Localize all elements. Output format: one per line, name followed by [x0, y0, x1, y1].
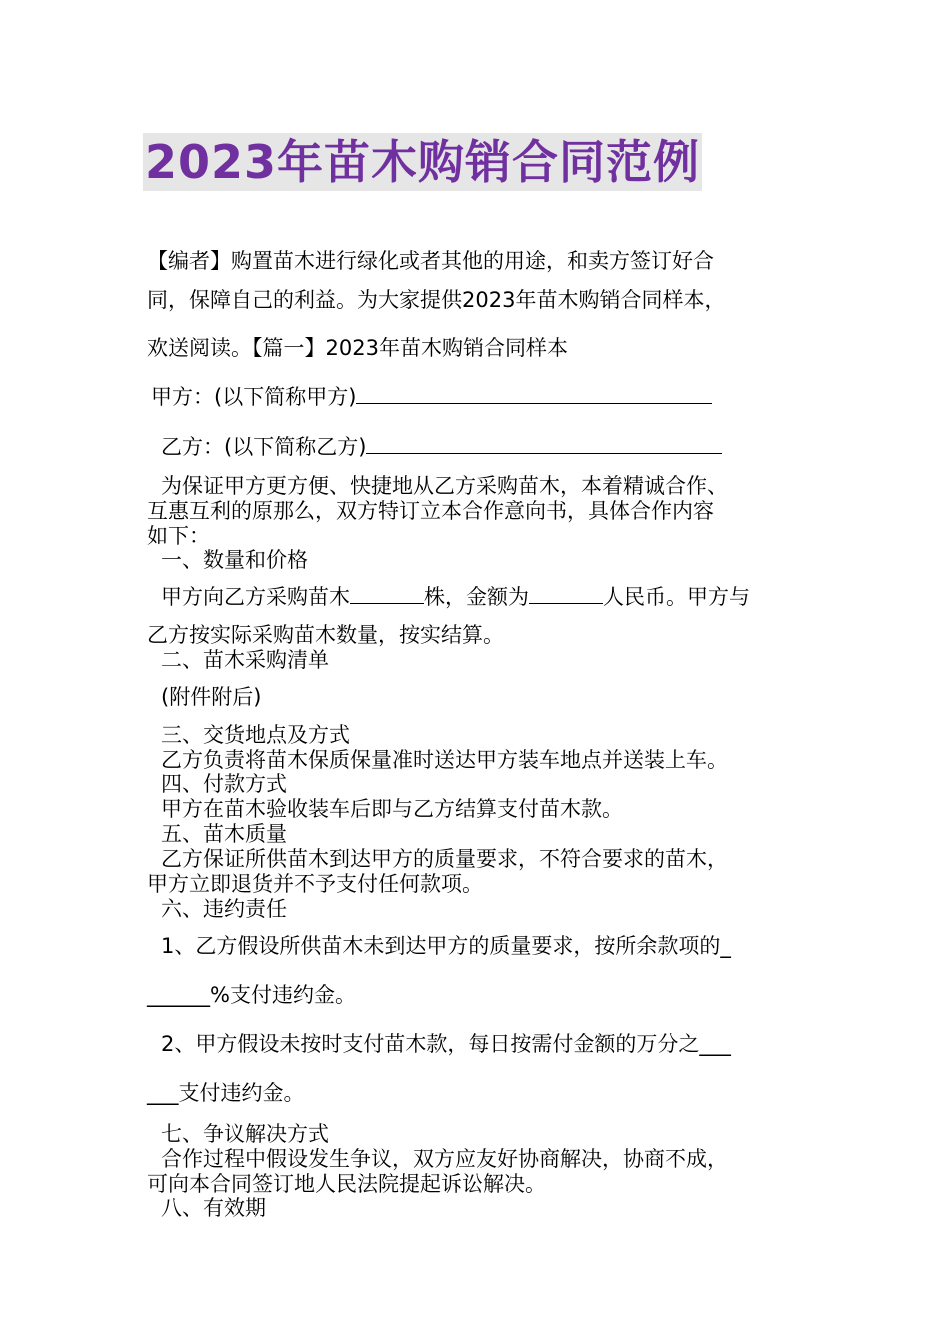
section-1-line-2: 乙方按实际采购苗木数量，按实结算。 — [147, 623, 504, 647]
party-b-line — [161, 434, 722, 460]
section-4-body: 甲方在苗木验收装车后即与乙方结算支付苗木款。 — [161, 797, 623, 821]
party-b-blank — [366, 435, 722, 454]
section-7-line-1: 合作过程中假设发生争议，双方应友好协商解决，协商不成， — [161, 1147, 728, 1171]
section-8-title: 八、有效期 — [161, 1196, 266, 1220]
intro-line-2: 同，保障自己的利益。为大家提供2023年苗木购销合同样本， — [147, 288, 726, 312]
preamble-line-3: 如下： — [147, 524, 210, 548]
section-5-title: 五、苗木质量 — [161, 822, 287, 846]
preamble-line-2: 互惠互利的原那么，双方特订立本合作意向书，具体合作内容 — [147, 499, 714, 523]
document-title: 2023年苗木购销合同范例 — [145, 135, 701, 189]
section-3-body: 乙方负责将苗木保质保量准时送达甲方装车地点并送装上车。 — [161, 748, 728, 772]
party-a-line — [151, 384, 712, 410]
section-1-line-1 — [161, 584, 750, 610]
section-6-item-1-a: 1、乙方假设所供苗木未到达甲方的质量要求，按所余款项的_ — [161, 934, 731, 958]
section-1-title: 一、数量和价格 — [161, 548, 308, 572]
party-a-label: 甲方：(以下简称甲方) — [151, 385, 357, 409]
intro-line-1: 【编者】购置苗木进行绿化或者其他的用途，和卖方签订好合 — [147, 249, 714, 273]
party-a-blank — [356, 385, 712, 404]
intro-line-3: 欢送阅读。【篇一】2023年苗木购销合同样本 — [147, 336, 568, 360]
s1-text-a: 甲方向乙方采购苗木 — [161, 585, 350, 609]
section-4-title: 四、付款方式 — [161, 772, 287, 796]
section-3-title: 三、交货地点及方式 — [161, 723, 350, 747]
section-2-body: (附件附后) — [161, 685, 262, 709]
section-2-title: 二、苗木采购清单 — [161, 648, 329, 672]
section-6-item-1-b: ______%支付违约金。 — [147, 983, 356, 1007]
amount-blank — [529, 585, 603, 604]
quantity-blank — [350, 585, 424, 604]
preamble-line-1: 为保证甲方更方便、快捷地从乙方采购苗木，本着精诚合作、 — [161, 474, 728, 498]
title-highlight — [143, 133, 702, 191]
section-7-title: 七、争议解决方式 — [161, 1122, 329, 1146]
section-5-line-2: 甲方立即退货并不予支付任何款项。 — [147, 872, 483, 896]
section-7-line-2: 可向本合同签订地人民法院提起诉讼解决。 — [147, 1172, 546, 1196]
section-6-item-2-a: 2、甲方假设未按时支付苗木款，每日按需付金额的万分之___ — [161, 1032, 731, 1056]
s1-text-c: 人民币。甲方与 — [603, 585, 750, 609]
s1-text-b: 株，金额为 — [424, 585, 529, 609]
section-5-line-1: 乙方保证所供苗木到达甲方的质量要求，不符合要求的苗木， — [161, 847, 728, 871]
party-b-label: 乙方：(以下简称乙方) — [161, 435, 367, 459]
section-6-item-2-b: ___支付违约金。 — [147, 1081, 305, 1105]
section-6-title: 六、违约责任 — [161, 897, 287, 921]
